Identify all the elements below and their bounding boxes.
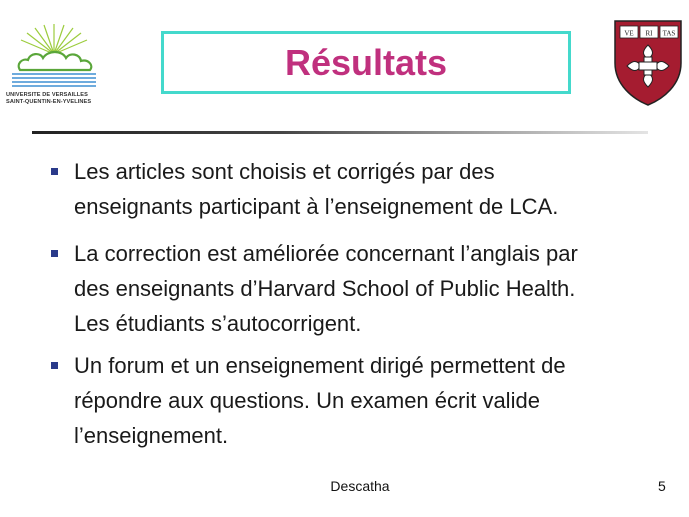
shield-text-2: RI <box>645 29 653 38</box>
slide-title: Résultats <box>284 41 448 83</box>
bullet-text: La correction est améliorée concernant l’anglais par des enseignants d’Harvard School of Public Health. Les étudiants s’autocorrigent. <box>74 241 578 336</box>
university-name-line1: UNIVERSITE DE VERSAILLES <box>6 92 88 98</box>
bullet-square-icon <box>51 250 58 257</box>
shield-text-3: TAS <box>662 29 676 38</box>
title-box <box>161 31 571 94</box>
footer-author: Descatha <box>330 478 390 494</box>
bullet-square-icon <box>51 362 58 369</box>
shield-text-1: VE <box>624 29 634 38</box>
university-logo <box>6 20 102 108</box>
bullet-text: Un forum et un enseignement dirigé permettent de répondre aux questions. Un examen écrit valide l’enseignement. <box>74 353 566 448</box>
title-divider <box>32 131 648 134</box>
page-number: 5 <box>658 478 666 494</box>
university-name-line2: SAINT-QUENTIN-EN-YVELINES <box>6 99 92 105</box>
harvard-shield-logo <box>609 17 687 107</box>
university-logo-emblem <box>6 20 102 90</box>
slide-footer <box>0 478 689 500</box>
bullet-text: Les articles sont choisis et corrigés par des enseignants participant à l’enseignement de LCA. <box>74 159 559 219</box>
bullet-square-icon <box>51 168 58 175</box>
